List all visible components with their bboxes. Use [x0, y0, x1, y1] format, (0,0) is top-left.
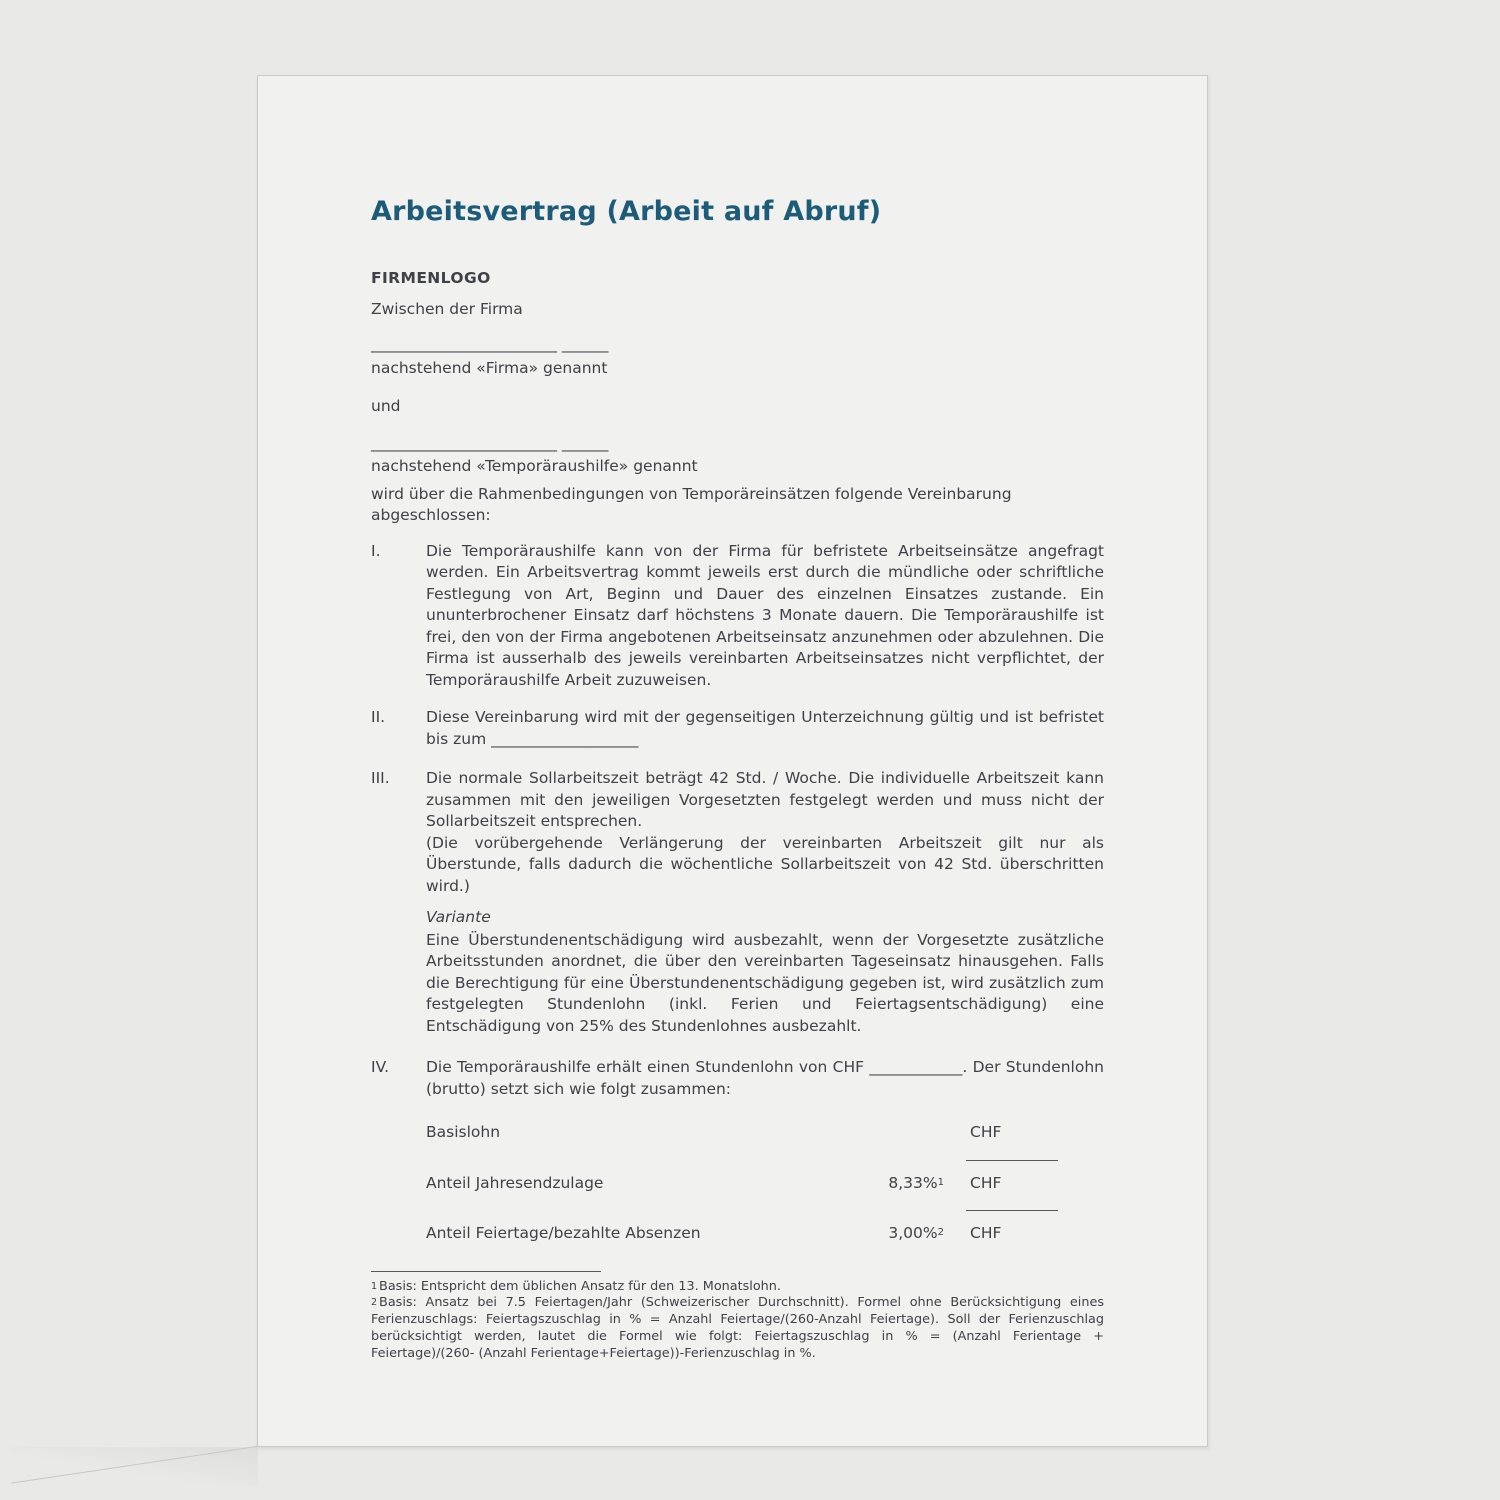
row-percent: 8,33%$^1$ [888, 1173, 944, 1192]
row-label: Basislohn [426, 1123, 501, 1141]
variante-heading: Variante [426, 908, 491, 926]
row-currency: CHF [970, 1224, 1002, 1242]
intro-named-temporaraushilfe: nachstehend «Temporäraushilfe» genannt [371, 457, 698, 475]
table-row-jahresendzulage [426, 1173, 1058, 1195]
clause-II [371, 707, 1104, 750]
row-label: Anteil Jahresendzulage [426, 1173, 604, 1192]
table-row-feiertage [426, 1223, 1058, 1245]
footnotes-section [371, 1279, 1104, 1363]
amount-blank-line [426, 1150, 1058, 1160]
document-page [257, 75, 1208, 1447]
temp-name-blank: ________________________ ______ [371, 433, 609, 452]
variante-section [426, 907, 1104, 1037]
page-curl-shade [10, 1447, 258, 1487]
intro-and: und [371, 397, 401, 415]
page-curl-edge [11, 1445, 260, 1483]
clause-III-text: Die normale Sollarbeitszeit beträgt 42 Std. / Woche. Die individuelle Arbeitszeit kann zusammen mit den jeweiligen Vorgesetzten festgelegt werden und muss nicht der Sollarbeitszeit entsprechen. [426, 769, 1104, 830]
footnote-2: $^2$ Basis: Ansatz bei 7.5 Feiertagen/Jahr (Schweizerischer Durchschnitt). Formel ohne Berücksichtigung eines Ferienzuschlags: Feiertagszuschlag in % = Anzahl Feiertage/(260-Anzahl Feiertage). Soll der Ferienzuschlag berücksichtigt werden, lautet die Formel wie folgt: Feiertagszuschlag in % = (Anzahl Ferientage + Feiertage)/(260- (Anzahl Ferientage+Feiertage))-Ferienzuschlag in %. [371, 1295, 1104, 1361]
footnote-separator [371, 1271, 601, 1272]
row-currency: CHF [970, 1123, 1002, 1141]
wage-components-table [426, 1122, 1058, 1245]
row-percent: 3,00%$^2$ [888, 1224, 944, 1242]
clause-IV-text: Die Temporäraushilfe erhält einen Stundenlohn von CHF ____________. Der Stundenlohn (brutto) setzt sich wie folgt zusammen: [426, 1058, 1104, 1098]
firm-name-blank: ________________________ ______ [371, 335, 609, 353]
clause-I [371, 541, 1104, 692]
company-logo-placeholder: FIRMENLOGO [371, 269, 491, 287]
variante-text: Eine Überstundenentschädigung wird ausbezahlt, wenn der Vorgesetzte zusätzliche Arbeitsstunden anordnet, die über den vereinbarten Tageseinsatz hinausgehen. Falls die Berechtigung für eine Überstundenentschädigung gegeben ist, wird zusätzlich zum festgelegten Stundenlohn (inkl. Ferien und Feiertagsentschädigung) eine Entschädigung von 25% des Stundenlohnes ausbezahlt. [426, 930, 1104, 1035]
clause-IV-number: IV. [371, 1058, 390, 1076]
row-currency: CHF [970, 1173, 1002, 1192]
clause-III-text-2: (Die vorübergehende Verlängerung der vereinbarten Arbeitszeit gilt nur als Überstunde, falls dadurch die wöchentliche Sollarbeitszeit von 42 Std. überschritten wird.) [426, 833, 1104, 895]
intro-preamble: wird über die Rahmenbedingungen von Temporäreinsätzen folgende Vereinbarung abgeschlossen: [371, 484, 1012, 524]
amount-blank-line [426, 1200, 1058, 1210]
footnote-1: $^1$ Basis: Entspricht dem üblichen Ansatz für den 13. Monatslohn. [371, 1278, 781, 1294]
clause-II-text: Diese Vereinbarung wird mit der gegenseitigen Unterzeichnung gültig und ist befristet bis zum ___________________ [426, 708, 1104, 748]
table-row-basislohn [426, 1122, 1058, 1144]
page-title: Arbeitsvertrag (Arbeit auf Abruf) [371, 196, 882, 227]
clause-I-text: Die Temporäraushilfe kann von der Firma für befristete Arbeitseinsätze angefragt werden. Ein Arbeitsvertrag kommt jeweils erst durch die mündliche oder schriftliche Festlegung von Art, Beginn und Dauer des einzelnen Einsatzes zustande. Ein ununterbrochener Einsatz darf höchstens 3 Monate dauern. Die Temporäraushilfe ist frei, den von der Firma angebotenen Arbeitseinsatz anzunehmen oder abzulehnen. Die Firma ist ausserhalb des jeweils vereinbarten Arbeitseinsatzes nicht verpflichtet, der Temporäraushilfe Arbeit zuzuweisen. [426, 541, 1104, 689]
intro-named-firma: nachstehend «Firma» genannt [371, 358, 608, 377]
clause-III [371, 768, 1104, 897]
row-label: Anteil Feiertage/bezahlte Absenzen [426, 1224, 701, 1242]
clause-I-number: I. [371, 541, 381, 560]
intro-section [371, 268, 1104, 527]
clause-III-number: III. [371, 769, 390, 787]
intro-between-firm: Zwischen der Firma [371, 299, 523, 318]
clause-IV [371, 1057, 1104, 1100]
clause-II-number: II. [371, 708, 386, 726]
